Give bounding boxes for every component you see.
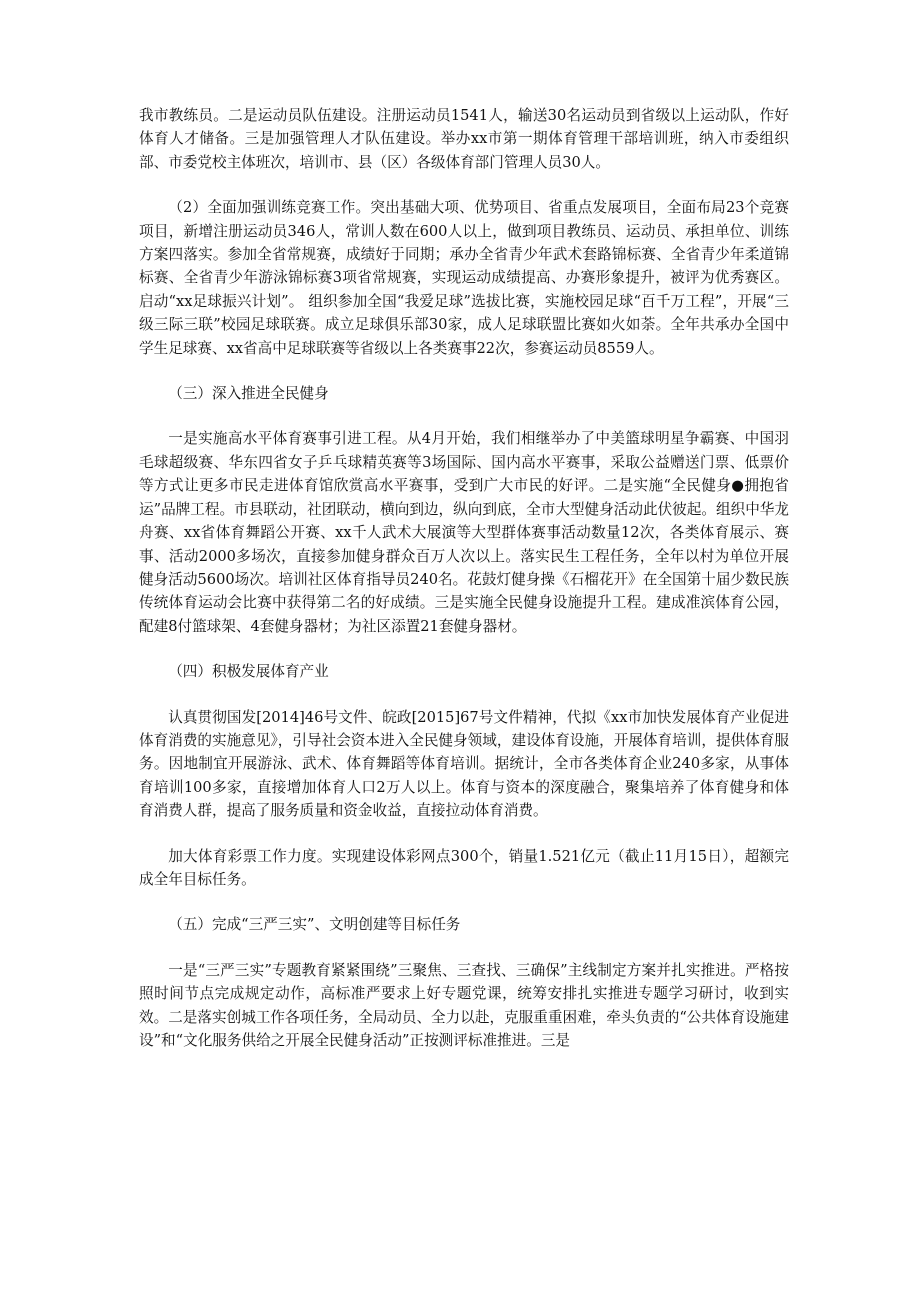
paragraph-industry: 认真贯彻国发[2014]46号文件、皖政[2015]67号文件精神，代拟《xx市加快发展体育产业促进体育消费的实施意见》，引导社会资本进入全民健身领域，建设体育设施，开展体育培训，提供体育服务。因地制宜开展游泳、武术、体育舞蹈等体育培训。据统计，全市各类体育企业240多家，从事体育培训100多家，直接增加体育人口2万人以上。体育与资本的深度融合，聚集培养了体育健身和体育消费人群，提高了服务质量和资金收益，直接拉动体育消费。 [139, 708, 789, 820]
document-page [139, 104, 789, 1074]
paragraph-targets: 一是“三严三实”专题教育紧紧围绕”三聚焦、三查找、三确保”主线制定方案并扎实推进。严格按照时间节点完成规定动作，高标准严要求上好专题党课，统筹安排扎实推进专题学习研讨，收到实效。二是落实创城工作各项任务，全局动员、全力以赴，克服重重困难，牵头负责的“公共体育设施建设”和“文化服务供给之开展全民健身活动”正按测评标准推进。三是 [139, 961, 789, 1049]
paragraph-lottery: 加大体育彩票工作力度。实现建设体彩网点300个，销量1.521亿元（截止11月15日），超额完成全年目标任务。 [139, 847, 789, 888]
paragraph-fitness: 一是实施高水平体育赛事引进工程。从4月开始，我们相继举办了中美篮球明星争霸赛、中国羽毛球超级赛、华东四省女子乒乓球精英赛等3场国际、国内高水平赛事，采取公益赠送门票、低票价等方式让更多市民走进体育馆欣赏高水平赛事，受到广大市民的好评。二是实施“全民健身●拥抱省运”品牌工程。市县联动，社团联动，横向到边，纵向到底，全市大型健身活动此伏彼起。组织中华龙舟赛、xx省体育舞蹈公开赛、xx千人武术大展演等大型群体赛事活动数量12次，各类体育展示、赛事、活动2000多场次，直接参加健身群众百万人次以上。落实民生工程任务，全年以村为单位开展健身活动5600场次。培训社区体育指导员240名。花鼓灯健身操《石榴花开》在全国第十届少数民族传统体育运动会比赛中获得第二名的好成绩。三是实施全民健身设施提升工程。建成准滨体育公园，配建8付篮球架、4套健身器材；为社区添置21套健身器材。 [139, 430, 789, 635]
section-heading-industry: （四）积极发展体育产业 [168, 663, 329, 681]
section-heading-targets: （五）完成“三严三实”、文明创建等目标任务 [168, 916, 461, 934]
paragraph-coaches: 我市教练员。二是运动员队伍建设。注册运动员1541人，输送30名运动员到省级以上运动队，作好体育人才储备。三是加强管理人才队伍建设。举办xx市第一期体育管理干部培训班，纳入市委组织部、市委党校主体班次，培训市、县（区）各级体育部门管理人员30人。 [139, 107, 789, 171]
section-heading-fitness: （三）深入推进全民健身 [168, 385, 329, 403]
paragraph-training-competition: （2）全面加强训练竞赛工作。突出基础大项、优势项目、省重点发展项目，全面布局23个竞赛项目，新增注册运动员346人，常训人数在600人以上，做到项目教练员、运动员、承担单位、训练方案四落实。参加全省常规赛，成绩好于同期；承办全省青少年武术套路锦标赛、全省青少年柔道锦标赛、全省青少年游泳锦标赛3项省常规赛，实现运动成绩提高、办赛形象提升，被评为优秀赛区。启动“xx足球振兴计划”。 组织参加全国“我爱足球”选拔比赛，实施校园足球“百千万工程”，开展“三级三际三联”校园足球联赛。成立足球俱乐部30家，成人足球联盟比赛如火如荼。全年共承办全国中学生足球赛、xx省高中足球联赛等省级以上各类赛事22次，参赛运动员8559人。 [139, 199, 789, 357]
